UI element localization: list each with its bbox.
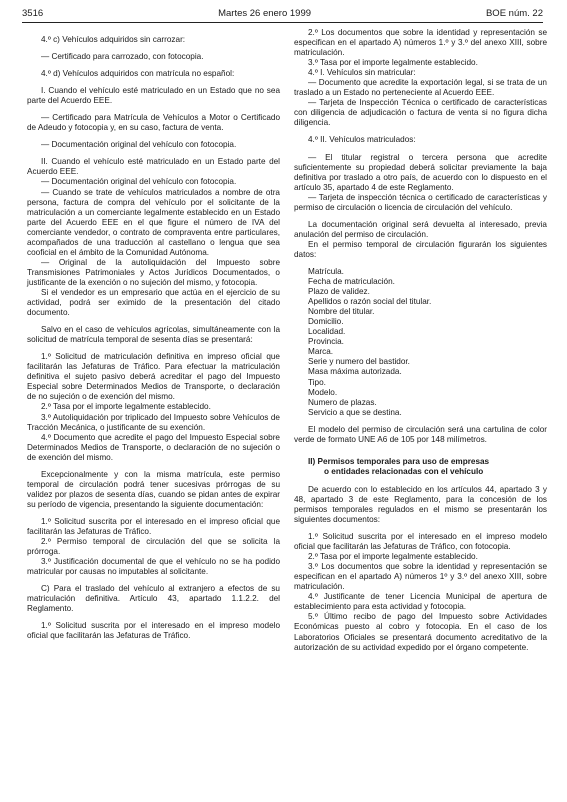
paragraph: De acuerdo con lo establecido en los artículos 44, apartado 3 y 48, apartado 3 de este Reglamento, para la concesión de los permisos temporales regulados en el mismo se presentarán los siguientes documentos: xyxy=(294,484,547,525)
list-item: Nombre del titular. xyxy=(308,307,375,317)
list-item: Serie y numero del bastidor. xyxy=(308,357,410,367)
list-item: Matrícula. xyxy=(308,266,344,276)
paragraph: 3.º Justificación documental de que el vehículo no se ha podido matricular por causas no imputables al solicitante. xyxy=(27,557,280,577)
list-item: Servicio a que se destina. xyxy=(308,407,402,417)
section-heading xyxy=(294,457,547,477)
list-item: Numero de plazas. xyxy=(308,397,377,407)
paragraph: En el permiso temporal de circulación figurarán los siguientes datos: xyxy=(294,239,547,259)
paragraph: C) Para el traslado del vehículo al extranjero a efectos de su matriculación definitiva. Artículo 43, apartado 1.1.2.2. del Reglamento. xyxy=(27,584,280,614)
list-item: Tipo. xyxy=(308,377,326,387)
paragraph: 5.º Último recibo de pago del Impuesto sobre Actividades Económicas puesto al cobro y fotocopia. En el caso de los Laboratorios Oficiales se presentará documento acreditativo de la autorización de su actividad expedido por el órgano competente. xyxy=(294,612,547,652)
paragraph: 1.º Solicitud suscrita por el interesado en el impreso oficial que facilitarán las Jefaturas de Tráfico. xyxy=(27,516,280,536)
list-item: Plazo de validez. xyxy=(308,287,370,297)
paragraph: 4.º II. Vehículos matriculados: xyxy=(308,135,416,145)
paragraph: 1.º Solicitud suscrita por el interesado en el impreso modelo oficial que facilitarán las Jefaturas de Tráfico, con fotocopia. xyxy=(294,532,547,552)
paragraph: 3.º Autoliquidación por triplicado del Impuesto sobre Vehículos de Tracción Mecánica, o justificante de su exención. xyxy=(27,412,280,432)
right-column xyxy=(294,28,547,653)
paragraph: — Tarjeta de inspección técnica o certificado de características y permiso de circulación o licencia de circulación del vehículo. xyxy=(294,192,547,212)
list-item: Provincia. xyxy=(308,337,344,347)
paragraph: 2.º Permiso temporal de circulación del que se solicita la prórroga. xyxy=(27,537,280,557)
paragraph: 2.º Tasa por el importe legalmente establecido. xyxy=(308,552,478,562)
paragraph: — Certificado para Matrícula de Vehículos a Motor o Certificado de Adeudo y fotocopia y, en su caso, factura de venta. xyxy=(27,113,280,133)
paragraph: 1.º Solicitud de matriculación definitiva en impreso oficial que facilitarán las Jefaturas de Tráfico. Para efectuar la matriculación definitiva el sujeto pasivo deberá acreditar el pago del Impuesto Especial sobre Determinados Medios de Transporte, o declaración de no sujeción o de exención del mismo. xyxy=(27,352,280,402)
paragraph: 4.º d) Vehículos adquiridos con matrícula no español: xyxy=(41,69,235,79)
list-item: Modelo. xyxy=(308,387,338,397)
paragraph: 2.º Tasa por el importe legalmente establecido. xyxy=(41,402,211,412)
section-heading-line: II) Permisos temporales para uso de empresas xyxy=(308,456,490,466)
paragraph: Excepcionalmente y con la misma matrícula, este permiso temporal de circulación podrá tener sucesivas prórrogas de su validez por plazos de sesenta días, cuando se pidan antes de expirar su período de vigencia, presentando la siguiente documentación: xyxy=(27,469,280,509)
paragraph: — Documentación original del vehículo con fotocopia. xyxy=(41,177,237,187)
issue-date: Martes 26 enero 1999 xyxy=(218,7,312,19)
paragraph: 3.º Los documentos que sobre la identidad y representación se especifican en el apartado A) números 1º y 3.º del anexo XIII, sobre matriculación. xyxy=(294,562,547,592)
paragraph: — Certificado para carrozado, con fotocopia. xyxy=(41,52,204,62)
paragraph: Salvo en el caso de vehículos agrícolas, simultáneamente con la solicitud de matrícula temporal de sesenta días se presentará: xyxy=(27,325,280,345)
paragraph: Si el vendedor es un empresario que actúa en el ejercicio de su actividad, podrá ser eximido de la presentación del citado documento. xyxy=(27,287,280,318)
paragraph: 2.º Los documentos que sobre la identidad y representación se especifican en el apartado A) números 1.º y 3.º del anexo XIII, sobre matriculación. xyxy=(294,28,547,58)
paragraph: 4.º Documento que acredite el pago del Impuesto Especial sobre Determinados Medios de Transporte, o declaración de no sujeción o de exención del mismo. xyxy=(27,432,280,462)
section-heading-line: o entidades relacionadas con el vehículo xyxy=(324,466,484,476)
paragraph: 3.º Tasa por el importe legalmente establecido. xyxy=(308,58,478,68)
list-item: Masa máxima autorizada. xyxy=(308,367,402,377)
paragraph: — Documentación original del vehículo con fotocopia. xyxy=(41,140,237,150)
paragraph: — Cuando se trate de vehículos matriculados a nombre de otra persona, factura de compra del vehículo por el solicitante de la matriculación a un comerciante legalmente establecido en un Estado parte del Acuerdo EEE en el que figure el número de IVA del comerciante vendedor, o contrato de compraventa entre particulares, acompañados de una traducción al castellano o lengua que sea cooficial en el ámbito de la Comunidad Autónoma. xyxy=(27,187,280,257)
header-rule xyxy=(22,22,543,23)
page-header xyxy=(22,6,543,20)
paragraph: El modelo del permiso de circulación será una cartulina de color verde de formato UNE A6 de 105 por 148 milímetros. xyxy=(294,424,547,444)
paragraph: I. Cuando el vehículo esté matriculado en un Estado que no sea parte del Acuerdo EEE. xyxy=(27,86,280,106)
list-item: Domicilio. xyxy=(308,317,344,327)
list-item: Fecha de matriculación. xyxy=(308,277,395,287)
paragraph: La documentación original será devuelta al interesado, previa anulación del permiso de circulación. xyxy=(294,219,547,239)
paragraph: — El titular registral o tercera persona que acredite suficientemente su propiedad deberá solicitar previamente la baja definitiva por traslado a otro país, de acuerdo con lo dispuesto en el artículo 35, apartado 4 de este Reglamento. xyxy=(294,152,547,192)
list-item: Apellidos o razón social del titular. xyxy=(308,297,432,307)
paragraph: 4.º Justificante de tener Licencia Municipal de apertura de establecimiento para esta actividad y fotocopia. xyxy=(294,592,547,612)
paragraph: 4.º c) Vehículos adquiridos sin carrozar: xyxy=(41,35,186,44)
paragraph: 4.º I. Vehículos sin matricular: xyxy=(308,68,416,78)
bulletin-number: BOE núm. 22 xyxy=(485,7,543,19)
paragraph: — Documento que acredite la exportación legal, si se trata de un traslado a un Estado no perteneciente al Acuerdo EEE. xyxy=(294,78,547,98)
list-item: Localidad. xyxy=(308,327,346,337)
paragraph: — Tarjeta de Inspección Técnica o certificado de características con diligencia de adjudicación o factura de venta si no figura dicha diligencia. xyxy=(294,98,547,128)
page-number: 3516 xyxy=(22,7,44,19)
paragraph: 1.º Solicitud suscrita por el interesado en el impreso modelo oficial que facilitarán las Jefaturas de Tráfico. xyxy=(27,621,280,641)
paragraph: II. Cuando el vehículo esté matriculado en un Estado parte del Acuerdo EEE. xyxy=(27,157,280,177)
left-column xyxy=(27,28,280,641)
list-item: Marca. xyxy=(308,347,334,357)
paragraph: — Original de la autoliquidación del Impuesto sobre Transmisiones Patrimoniales y Actos Jurídicos Documentados, o justificante de la exención o no sujeción del mismo, y fotocopia. xyxy=(27,257,280,287)
